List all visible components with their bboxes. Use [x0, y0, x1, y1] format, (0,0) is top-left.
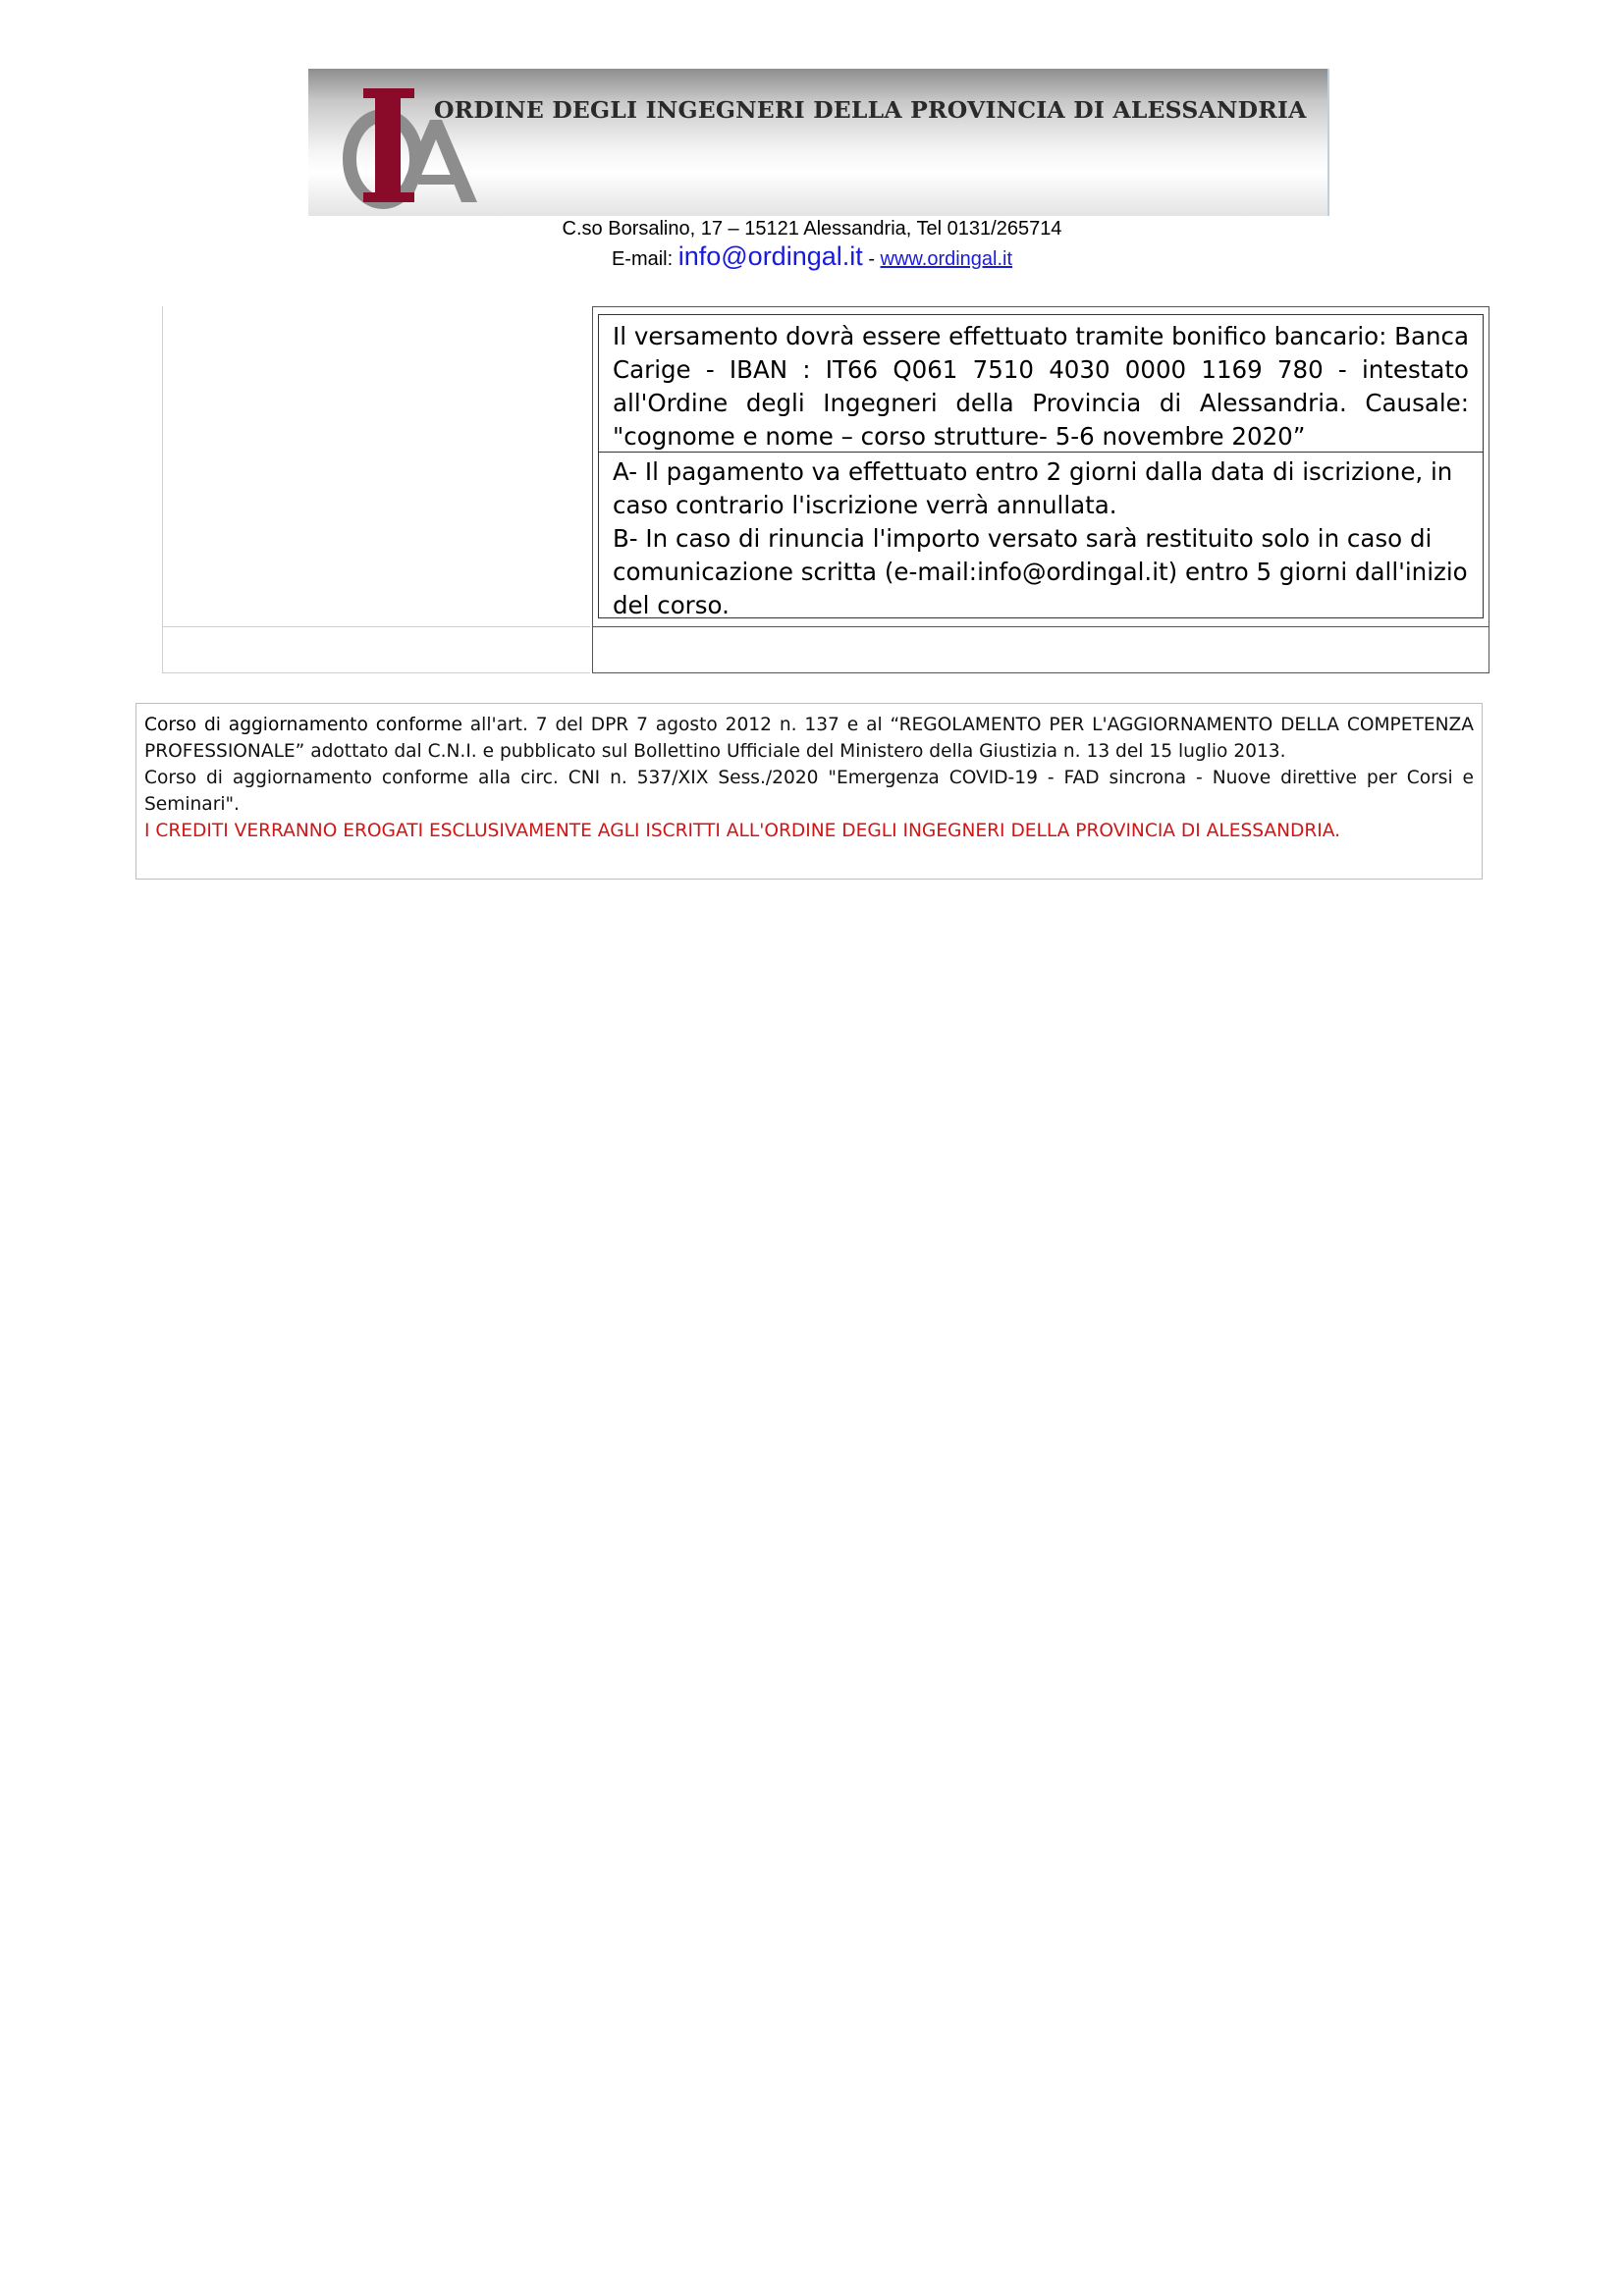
note-regulation-text: all'art. 7 del DPR 7 agosto 2012 n. 137 e al “REGOLAMENTO PER L'AGGIORNAMENTO DELLA COMPETENZA PROFESSIONALE” adottato dal C.N.I. e pubblicato sul Bollettino Ufficiale del Ministero della Giustizia n. 13 del 15 luglio 2013. [144, 715, 1474, 762]
note-lead: Corso di aggiornamento conforme [144, 715, 462, 735]
payment-table [162, 306, 1489, 673]
payment-instructions: Il versamento dovrà essere effettuato tramite bonifico bancario: Banca Carige - IBAN : IT66 Q061 7510 4030 0000 1169 780 - intestato all'Ordine degli Ingegneri della Provincia di Alessandria. Causale: "cognome e nome – corso strutture- 5-6 novembre 2020” [599, 315, 1483, 453]
term-a: A- Il pagamento va effettuato entro 2 giorni dalla data di iscrizione, in caso contrario l'iscrizione verrà annullata. [613, 457, 1453, 519]
email-link[interactable]: info@ordingal.it [677, 241, 863, 271]
payment-terms [599, 454, 1483, 622]
payment-box [598, 314, 1484, 618]
table-empty-cell [592, 626, 1489, 673]
website-link[interactable]: www.ordingal.it [880, 248, 1013, 270]
letterhead-banner [308, 69, 1329, 216]
org-name: ORDINE DEGLI INGEGNERI DELLA PROVINCIA DI ALESSANDRIA [434, 96, 1307, 124]
table-empty-cell [162, 626, 590, 673]
email-label: E-mail: [611, 248, 674, 270]
contact-line [0, 241, 1624, 272]
separator: - [868, 248, 875, 270]
credits-warning: I CREDITI VERRANNO EROGATI ESCLUSIVAMENTE AGLI ISCRITTI ALL'ORDINE DEGLI INGEGNERI DELLA PROVINCIA DI ALESSANDRIA. [144, 821, 1341, 841]
term-b: B- In caso di rinuncia l'importo versato sarà restituito solo in caso di comunicazione scritta (e-mail:info@ordingal.it) entro 5 giorni dall'inizio del corso. [613, 524, 1468, 619]
note-regulation [144, 712, 1474, 765]
address-line: C.so Borsalino, 17 – 15121 Alessandria, Tel 0131/265714 [562, 218, 1062, 240]
note-covid: Corso di aggiornamento conforme alla circ. CNI n. 537/XIX Sess./2020 "Emergenza COVID-19 - FAD sincrona - Nuove direttive per Corsi e Seminari". [144, 768, 1474, 815]
accreditation-notes [135, 703, 1483, 880]
table-empty-cell [162, 306, 591, 626]
